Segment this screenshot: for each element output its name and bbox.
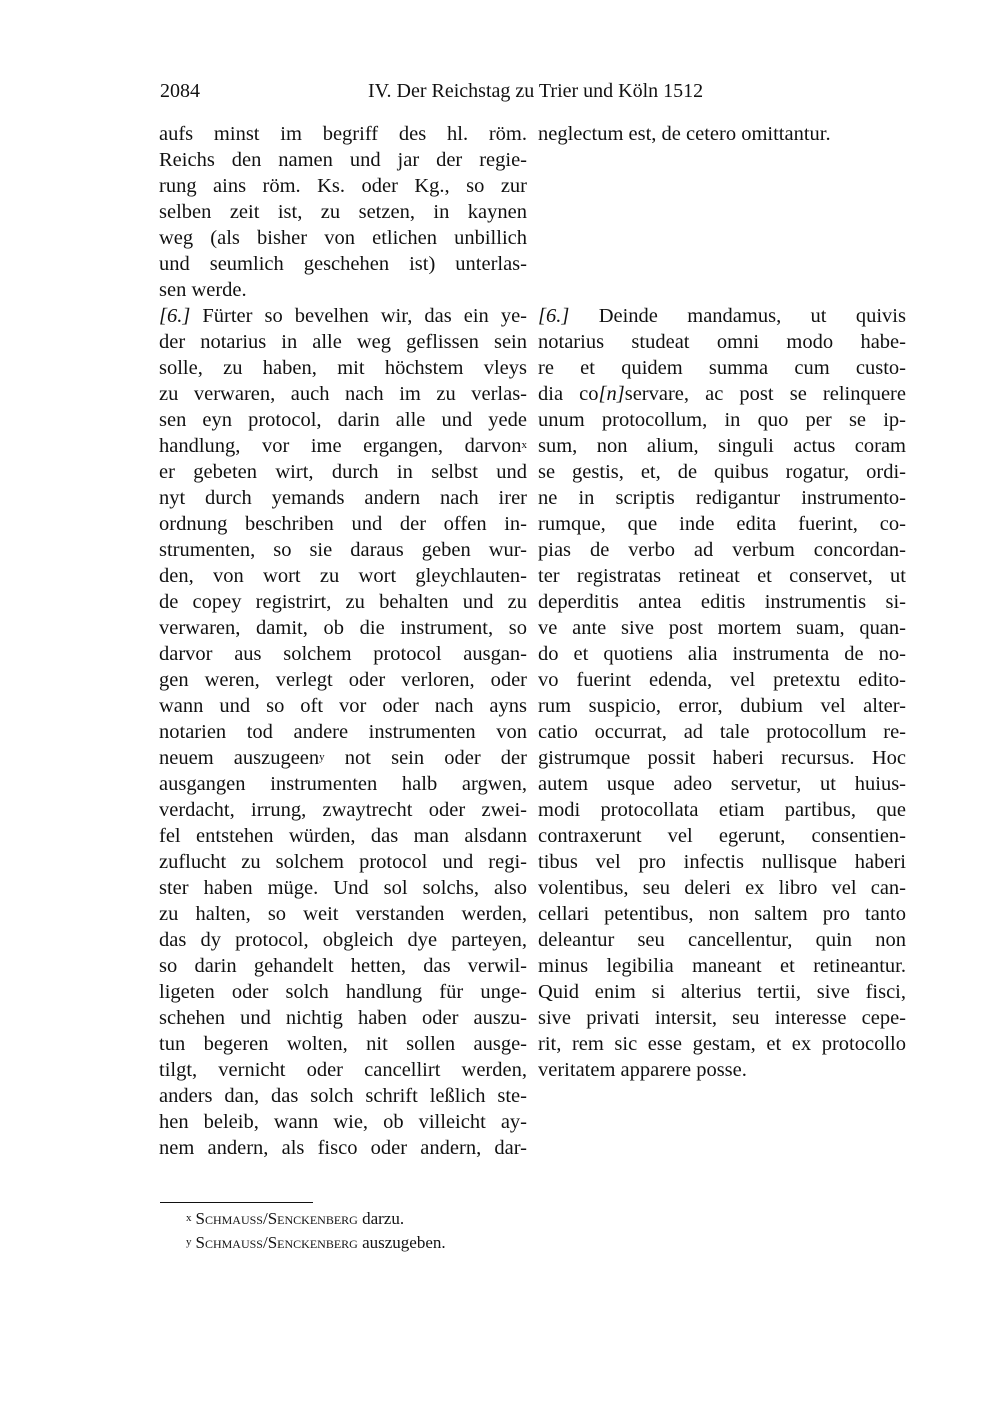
text-line: und seumlich geschehen ist) unterlas- bbox=[159, 253, 527, 275]
text-line: verdacht, irrung, zwaytrecht oder zwei- bbox=[159, 799, 527, 821]
footnote-ref-x[interactable]: x bbox=[521, 439, 527, 451]
text-line: nyt durch yemands andern nach irer bbox=[159, 487, 527, 509]
editorial-emendation: [n] bbox=[598, 383, 625, 405]
footnote-text: darzu. bbox=[357, 1209, 405, 1228]
text-line: ligeten oder solch handlung für unge- bbox=[159, 981, 527, 1003]
text-line: rumque, que inde edita fuerint, co- bbox=[538, 513, 906, 535]
text-line: der notarius in alle weg geflissen sein bbox=[159, 331, 527, 353]
text-line: rung ains röm. Ks. oder Kg., so zur bbox=[159, 175, 527, 197]
text-line: schehen und nichtig haben oder auszu- bbox=[159, 1007, 527, 1029]
text-line: er gebeten wirt, durch in selbst und bbox=[159, 461, 527, 483]
running-head bbox=[160, 80, 906, 108]
footnote-text: auszugeben. bbox=[357, 1233, 446, 1252]
footnote-x bbox=[186, 1207, 446, 1231]
spacer-line bbox=[538, 277, 906, 303]
footnote-divider bbox=[160, 1202, 313, 1203]
text-line: ausgangen instrumenten halb argwen, bbox=[159, 773, 527, 795]
text-line: se gestis, et, de quibus rogatur, ordi- bbox=[538, 461, 906, 483]
text-line: sive privati intersit, seu interesse cepe- bbox=[538, 1007, 906, 1029]
footnote-marker: x bbox=[186, 1212, 192, 1224]
text-line: tun begeren wolten, nit sollen ausge- bbox=[159, 1033, 527, 1055]
text-line: re et quidem summa cum custo- bbox=[538, 357, 906, 379]
text-line: rum suspicio, error, dubium vel alter- bbox=[538, 695, 906, 717]
text-line: cellari petentibus, non saltem pro tanto bbox=[538, 903, 906, 925]
spacer-line bbox=[538, 225, 906, 251]
text-line: de copey registrirt, zu behalten und zu bbox=[159, 591, 527, 613]
german-text-column bbox=[159, 121, 527, 1161]
text-line: solle, zu haben, mit höchstem vleys bbox=[159, 357, 527, 379]
text-line: modi protocollata etiam partibus, que bbox=[538, 799, 906, 821]
text-line: neglectum est, de cetero omittantur. bbox=[538, 123, 831, 145]
text-line: gistrumque possit haberi recursus. Hoc bbox=[538, 747, 906, 769]
text-line: tibus vel pro infectis nullisque haberi bbox=[538, 851, 906, 873]
text-line: do et quotiens alia instrumenta de no- bbox=[538, 643, 906, 665]
footnote-source: Schmauss/Senckenberg bbox=[195, 1209, 358, 1228]
text-line: minus legibilia maneant et retineantur. bbox=[538, 955, 906, 977]
text-line: strumenten, so sie daraus geben wur- bbox=[159, 539, 527, 561]
running-title: IV. Der Reichstag zu Trier und Köln 1512 bbox=[368, 80, 704, 102]
text-line: volentibus, seu deleri ex libro vel can- bbox=[538, 877, 906, 899]
text-line: pias de verbo ad verbum concordan- bbox=[538, 539, 906, 561]
text-line: contraxerunt vel egerunt, consentien- bbox=[538, 825, 906, 847]
footnote-marker: y bbox=[186, 1236, 192, 1248]
text-line: anders dan, das solch schrift leßlich ste- bbox=[159, 1085, 527, 1107]
text-line: fel entstehen würden, das man alsdann bbox=[159, 825, 527, 847]
text-line: Quid enim si alterius tertii, sive fisci, bbox=[538, 981, 906, 1003]
text-line: ordnung beschriben und der offen in- bbox=[159, 513, 527, 535]
text-line: ve ante sive post mortem suam, quan- bbox=[538, 617, 906, 639]
text-line: vo fuerint edenda, vel pretextu edito- bbox=[538, 669, 906, 691]
text-line: catio occurrat, ad tale protocollum re- bbox=[538, 721, 906, 743]
spacer-line bbox=[538, 251, 906, 277]
text-line: hen beleib, wann wie, ob villeicht ay- bbox=[159, 1111, 527, 1133]
text-line: zu verwaren, auch nach im zu verlas- bbox=[159, 383, 527, 405]
section-6-first-line: [6.] Fürter so bevelhen wir, das ein ye- bbox=[159, 305, 527, 327]
text-line: verwaren, damit, ob die instrument, so bbox=[159, 617, 527, 639]
text-line: darvor aus solchem protocol ausgan- bbox=[159, 643, 527, 665]
text-line: unum protocollum, in quo per se ip- bbox=[538, 409, 906, 431]
text-line-with-footnote-x: handlung, vor ime ergangen, darvon$^x$ bbox=[159, 435, 527, 457]
text-line: ne in scriptis redigantur instrumento- bbox=[538, 487, 906, 509]
latin-text-column bbox=[538, 121, 906, 1083]
text-line: sen werde. bbox=[159, 279, 247, 301]
text-line: gen weren, verlegt oder verloren, oder bbox=[159, 669, 527, 691]
text-line: zuflucht zu solchem protocol und regi- bbox=[159, 851, 527, 873]
text-line: das dy protocol, obgleich dye parteyen, bbox=[159, 929, 527, 951]
page-number: 2084 bbox=[160, 80, 200, 102]
footnotes bbox=[186, 1207, 446, 1255]
text-line: aufs minst im begriff des hl. röm. bbox=[159, 123, 527, 145]
footnote-y bbox=[186, 1231, 446, 1255]
spacer-line bbox=[538, 173, 906, 199]
text-line: selben zeit ist, zu setzen, in kaynen bbox=[159, 201, 527, 223]
section-marker: [6.] bbox=[159, 305, 191, 327]
text-line: notarien tod andere instrumenten von bbox=[159, 721, 527, 743]
text-line-with-footnote-y: neuem auszugeen$^y$ not sein oder der bbox=[159, 747, 527, 769]
section-6-first-line: [6.] Deinde mandamus, ut quivis bbox=[538, 305, 906, 327]
footnote-source: Schmauss/Senckenberg bbox=[195, 1233, 358, 1252]
spacer-line bbox=[538, 147, 906, 173]
text-line: deperditis antea editis instrumentis si- bbox=[538, 591, 906, 613]
text-line: zu halten, so weit verstanden werden, bbox=[159, 903, 527, 925]
text-line: Reichs den namen und jar der regie- bbox=[159, 149, 527, 171]
footnote-ref-y[interactable]: y bbox=[319, 751, 325, 763]
text-line: den, von wort zu wort gleychlauten- bbox=[159, 565, 527, 587]
text-line: ter registratas retineat et conservet, ut bbox=[538, 565, 906, 587]
text-line: weg (als bisher von etlichen unbillich bbox=[159, 227, 527, 249]
text-line: ster haben müge. Und sol solchs, also bbox=[159, 877, 527, 899]
section-marker: [6.] bbox=[538, 305, 570, 327]
text-line: rit, rem sic esse gestam, et ex protocollo bbox=[538, 1033, 906, 1055]
text-line: deleantur seu cancellentur, quin non bbox=[538, 929, 906, 951]
text-line: nem andern, als fisco oder andern, dar- bbox=[159, 1137, 527, 1159]
text-line: sen eyn protocol, darin alle und yede bbox=[159, 409, 527, 431]
text-line: autem usque adeo servetur, ut huius- bbox=[538, 773, 906, 795]
text-line: tilgt, vernicht oder cancellirt werden, bbox=[159, 1059, 527, 1081]
text-line: so darin gehandelt hetten, das verwil- bbox=[159, 955, 527, 977]
text-line: veritatem apparere posse. bbox=[538, 1059, 747, 1081]
spacer-line bbox=[538, 199, 906, 225]
text-line: notarius studeat omni modo habe- bbox=[538, 331, 906, 353]
text-line: sum, non alium, singuli actus coram bbox=[538, 435, 906, 457]
text-line-with-emendation: dia co[n]servare, ac post se relinquere bbox=[538, 383, 906, 405]
text-line: wann und so oft vor oder nach ayns bbox=[159, 695, 527, 717]
